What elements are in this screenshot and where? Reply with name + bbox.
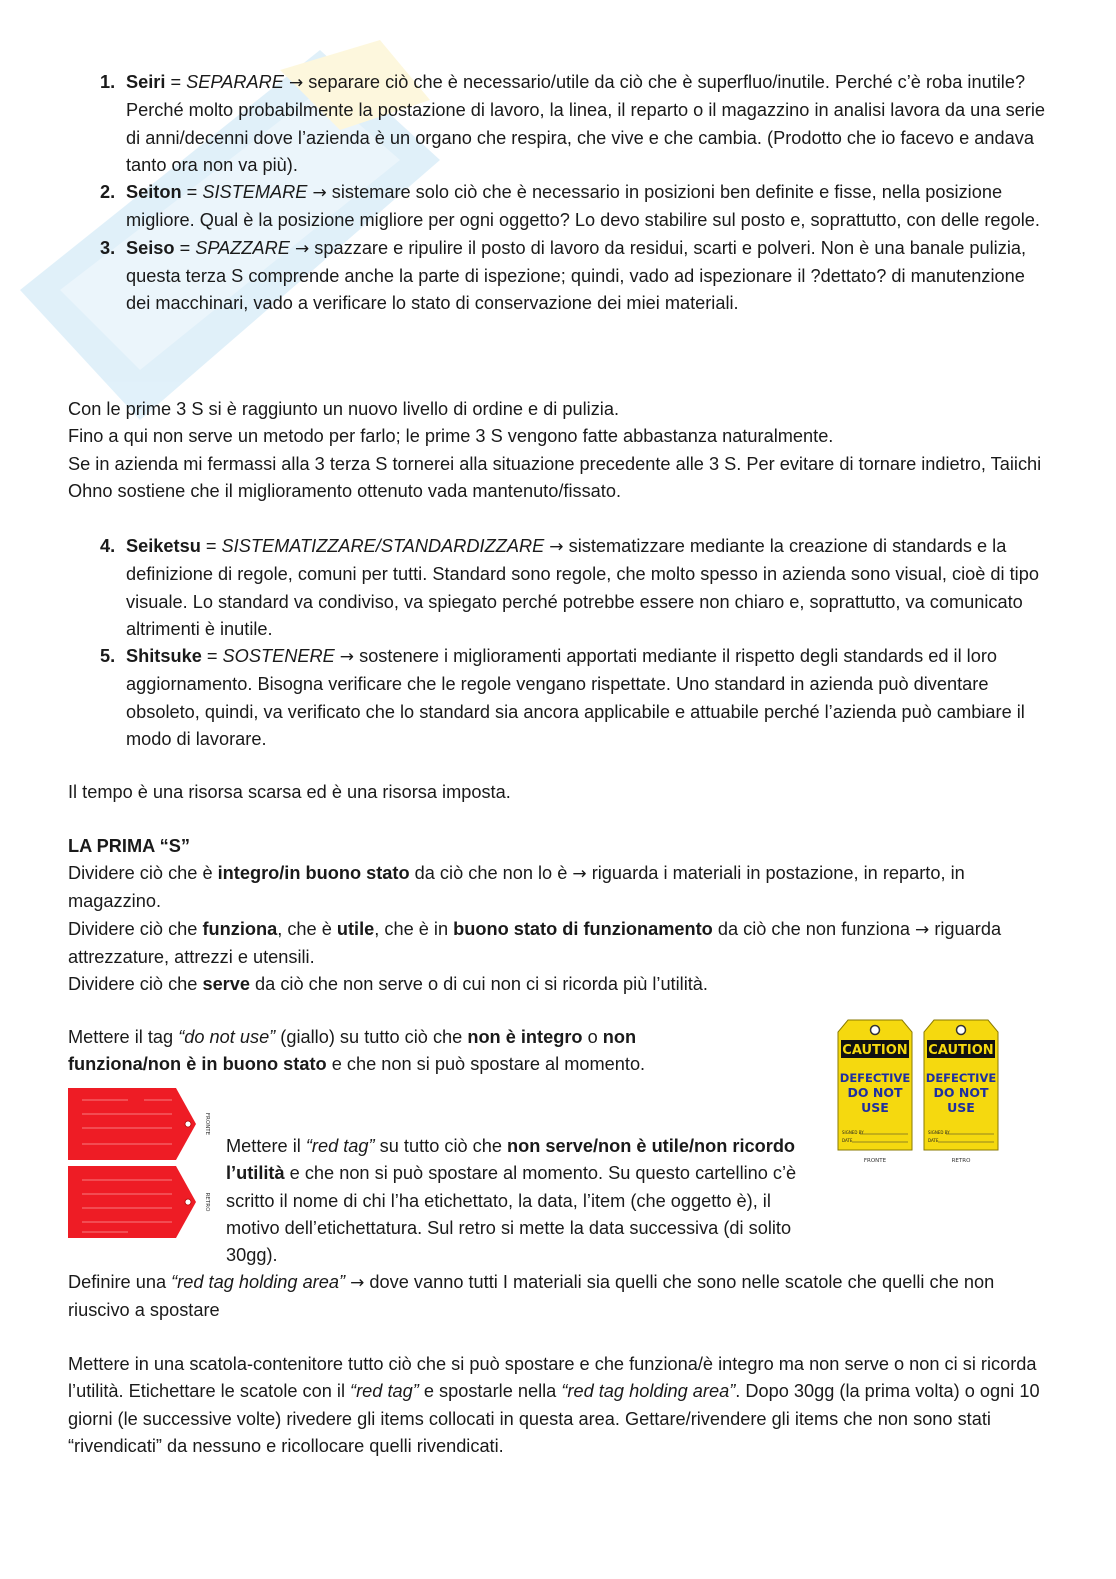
paragraph-tempo: Il tempo è una risorsa scarsa ed è una risorsa imposta.: [68, 782, 511, 802]
list-item: 1. Seiri = SEPARARE → separare ciò che è necessario/utile da ciò che è superfluo/inutile. Perché c’è roba inutile? Perché molto probabilmente la postazione di lavoro, la linea, il reparto o il magazzino in analisi lavora da una serie di anni/decenni dove l’azienda è un organo che respira, che vive e che cambia. (Prodotto che io facevo e andava tanto ora non va più).: [100, 72, 1045, 175]
tag-caption-front: FRONTE: [863, 1158, 887, 1164]
paragraph-red-tag: Mettere il “red tag” su tutto ciò che non serve/non è utile/non ricordo l’utilità e che non si può spostare al momento. Su questo cartellino c’è scritto il nome di chi l’ha etichettato, la data, l’item (che oggetto è), il motivo dell’etichettatura. Sul retro si mette la data successiva (di solito 30gg).: [226, 1136, 797, 1266]
list-item: 4. Seiketsu = SISTEMATIZZARE/STANDARDIZZARE → sistematizzare mediante la creazione di standards e la definizione di regole, comuni per tutti. Standard sono regole, che molto spesso in azienda sono visual, cioè di tipo visuale. Lo standard va condiviso, va spiegato perché potrebbe essere non chiaro e, soprattutto, va comunicato altrimenti è inutile.: [100, 536, 1039, 639]
text-line: Dividere ciò che è integro/in buono stato da ciò che non lo è → riguarda i materiali in postazione, in reparto, in magazzino.: [68, 863, 965, 912]
arrow-right-icon: →: [288, 73, 304, 93]
red-tags-image: [68, 1088, 210, 1240]
paragraph-do-not-use-tag: Mettere il tag “do not use” (giallo) su tutto ciò che non è integro o non funziona/non è in buono stato e che non si può spostare al momento.: [68, 1027, 646, 1075]
caution-tag-front: [838, 1020, 912, 1150]
red-tag-caption-back: RETRO: [204, 1192, 210, 1212]
arrow-right-icon: →: [549, 537, 564, 557]
svg-text:USE: USE: [947, 1100, 975, 1115]
text-line: Fino a qui non serve un metodo per farlo; le prime 3 S vengono fatte abbastanza naturalmente.: [68, 426, 834, 447]
tag-line3: USE: [861, 1100, 889, 1115]
svg-text:SIGNED BY: SIGNED BY: [928, 1130, 950, 1135]
tag-line2: DO NOT: [847, 1085, 903, 1100]
paragraph-3s: [68, 396, 1058, 505]
list-item: 5. Shitsuke = SOSTENERE → sostenere i miglioramenti apportati mediante il rispetto degli standards ed il loro aggiornamento. Bisogna verificare che le regole vengano rispettate. Uno standard in azienda può diventare obsoleto, quindi, va verificato che lo standard sia ancora applicabile e attuabile perché l’azienda può cambiare il modo di lavorare.: [100, 646, 1025, 750]
paragraph-dividere: [68, 860, 1058, 998]
arrow-right-icon: →: [350, 1273, 365, 1293]
text-line: Dividere ciò che serve da ciò che non serve o di cui non ci si ricorda più l’utilità.: [68, 974, 708, 995]
text-line: Con le prime 3 S si è raggiunto un nuovo livello di ordine e di pulizia.: [68, 399, 619, 419]
svg-text:CAUTION: CAUTION: [928, 1043, 994, 1058]
arrow-right-icon: →: [339, 647, 355, 668]
svg-text:DEFECTIVE: DEFECTIVE: [925, 1071, 997, 1085]
svg-text:DATE: DATE: [842, 1138, 853, 1143]
section-title: LA PRIMA “S”: [68, 836, 190, 856]
svg-text:DATE: DATE: [928, 1138, 939, 1143]
tag-line1: DEFECTIVE: [839, 1071, 911, 1085]
svg-text:SIGNED BY: SIGNED BY: [842, 1130, 864, 1135]
caution-header: CAUTION: [842, 1043, 908, 1058]
arrow-right-icon: →: [312, 183, 327, 204]
arrow-right-icon: →: [915, 919, 930, 940]
paragraph-scatola: Mettere in una scatola-contenitore tutto ciò che si può spostare e che funziona/è integro ma non serve o non ci si ricorda l’utilità. Etichettare le scatole con il “red tag” e spostarle nella “red tag holding area”. Dopo 30gg (la prima volta) o ogni 10 giorni (le successive volte) rivedere gli items collocati in questa area. Gettare/rivendere gli items che non sono stati “rivendicati” da nessuno e ricollocare quelli rivendicati.: [68, 1354, 1040, 1456]
arrow-right-icon: →: [295, 238, 310, 259]
red-tag-front: [68, 1088, 210, 1160]
red-tag-back: [68, 1166, 210, 1238]
tag-caption-back: RETRO: [951, 1158, 971, 1164]
text-line: Dividere ciò che funziona, che è utile, che è in buono stato di funzionamento da ciò che non funziona → riguarda attrezzature, attrezzi e utensili.: [68, 918, 1002, 967]
svg-text:DO NOT: DO NOT: [933, 1085, 989, 1100]
list-item: 2. Seiton = SISTEMARE → sistemare solo ciò che è necessario in posizioni ben definite e fisse, nella posizione migliore. Qual è la posizione migliore per ogni oggetto? Lo devo stabilire sul posto e, soprattutto, con delle regole.: [100, 182, 1040, 231]
list-5s-part1: [68, 69, 1048, 318]
text-line: Se in azienda mi fermassi alla 3 terza S tornerei alla situazione precedente alle 3 S. Per evitare di tornare indietro, Taiichi Ohno sostiene che il miglioramento ottenuto vada mantenuto/fissato.: [68, 453, 1042, 501]
red-tag-caption-front: FRONTE: [204, 1112, 210, 1136]
list-item: 3. Seiso = SPAZZARE → spazzare e ripulire il posto di lavoro da residui, scarti e polveri. Non è una banale pulizia, questa terza S comprende anche la parte di ispezione; quindi, vado ad ispezionare il ?dettato? di manutenzione dei macchinari, vado a verificare lo stato di conservazione dei miei materiali.: [100, 237, 1027, 314]
arrow-right-icon: →: [572, 864, 587, 884]
list-5s-part2: [68, 533, 1048, 753]
paragraph-holding-area: Definire una “red tag holding area” → dove vanno tutti I materiali sia quelli che sono nelle scatole che quelli che non riuscivo a spostare: [68, 1272, 995, 1321]
